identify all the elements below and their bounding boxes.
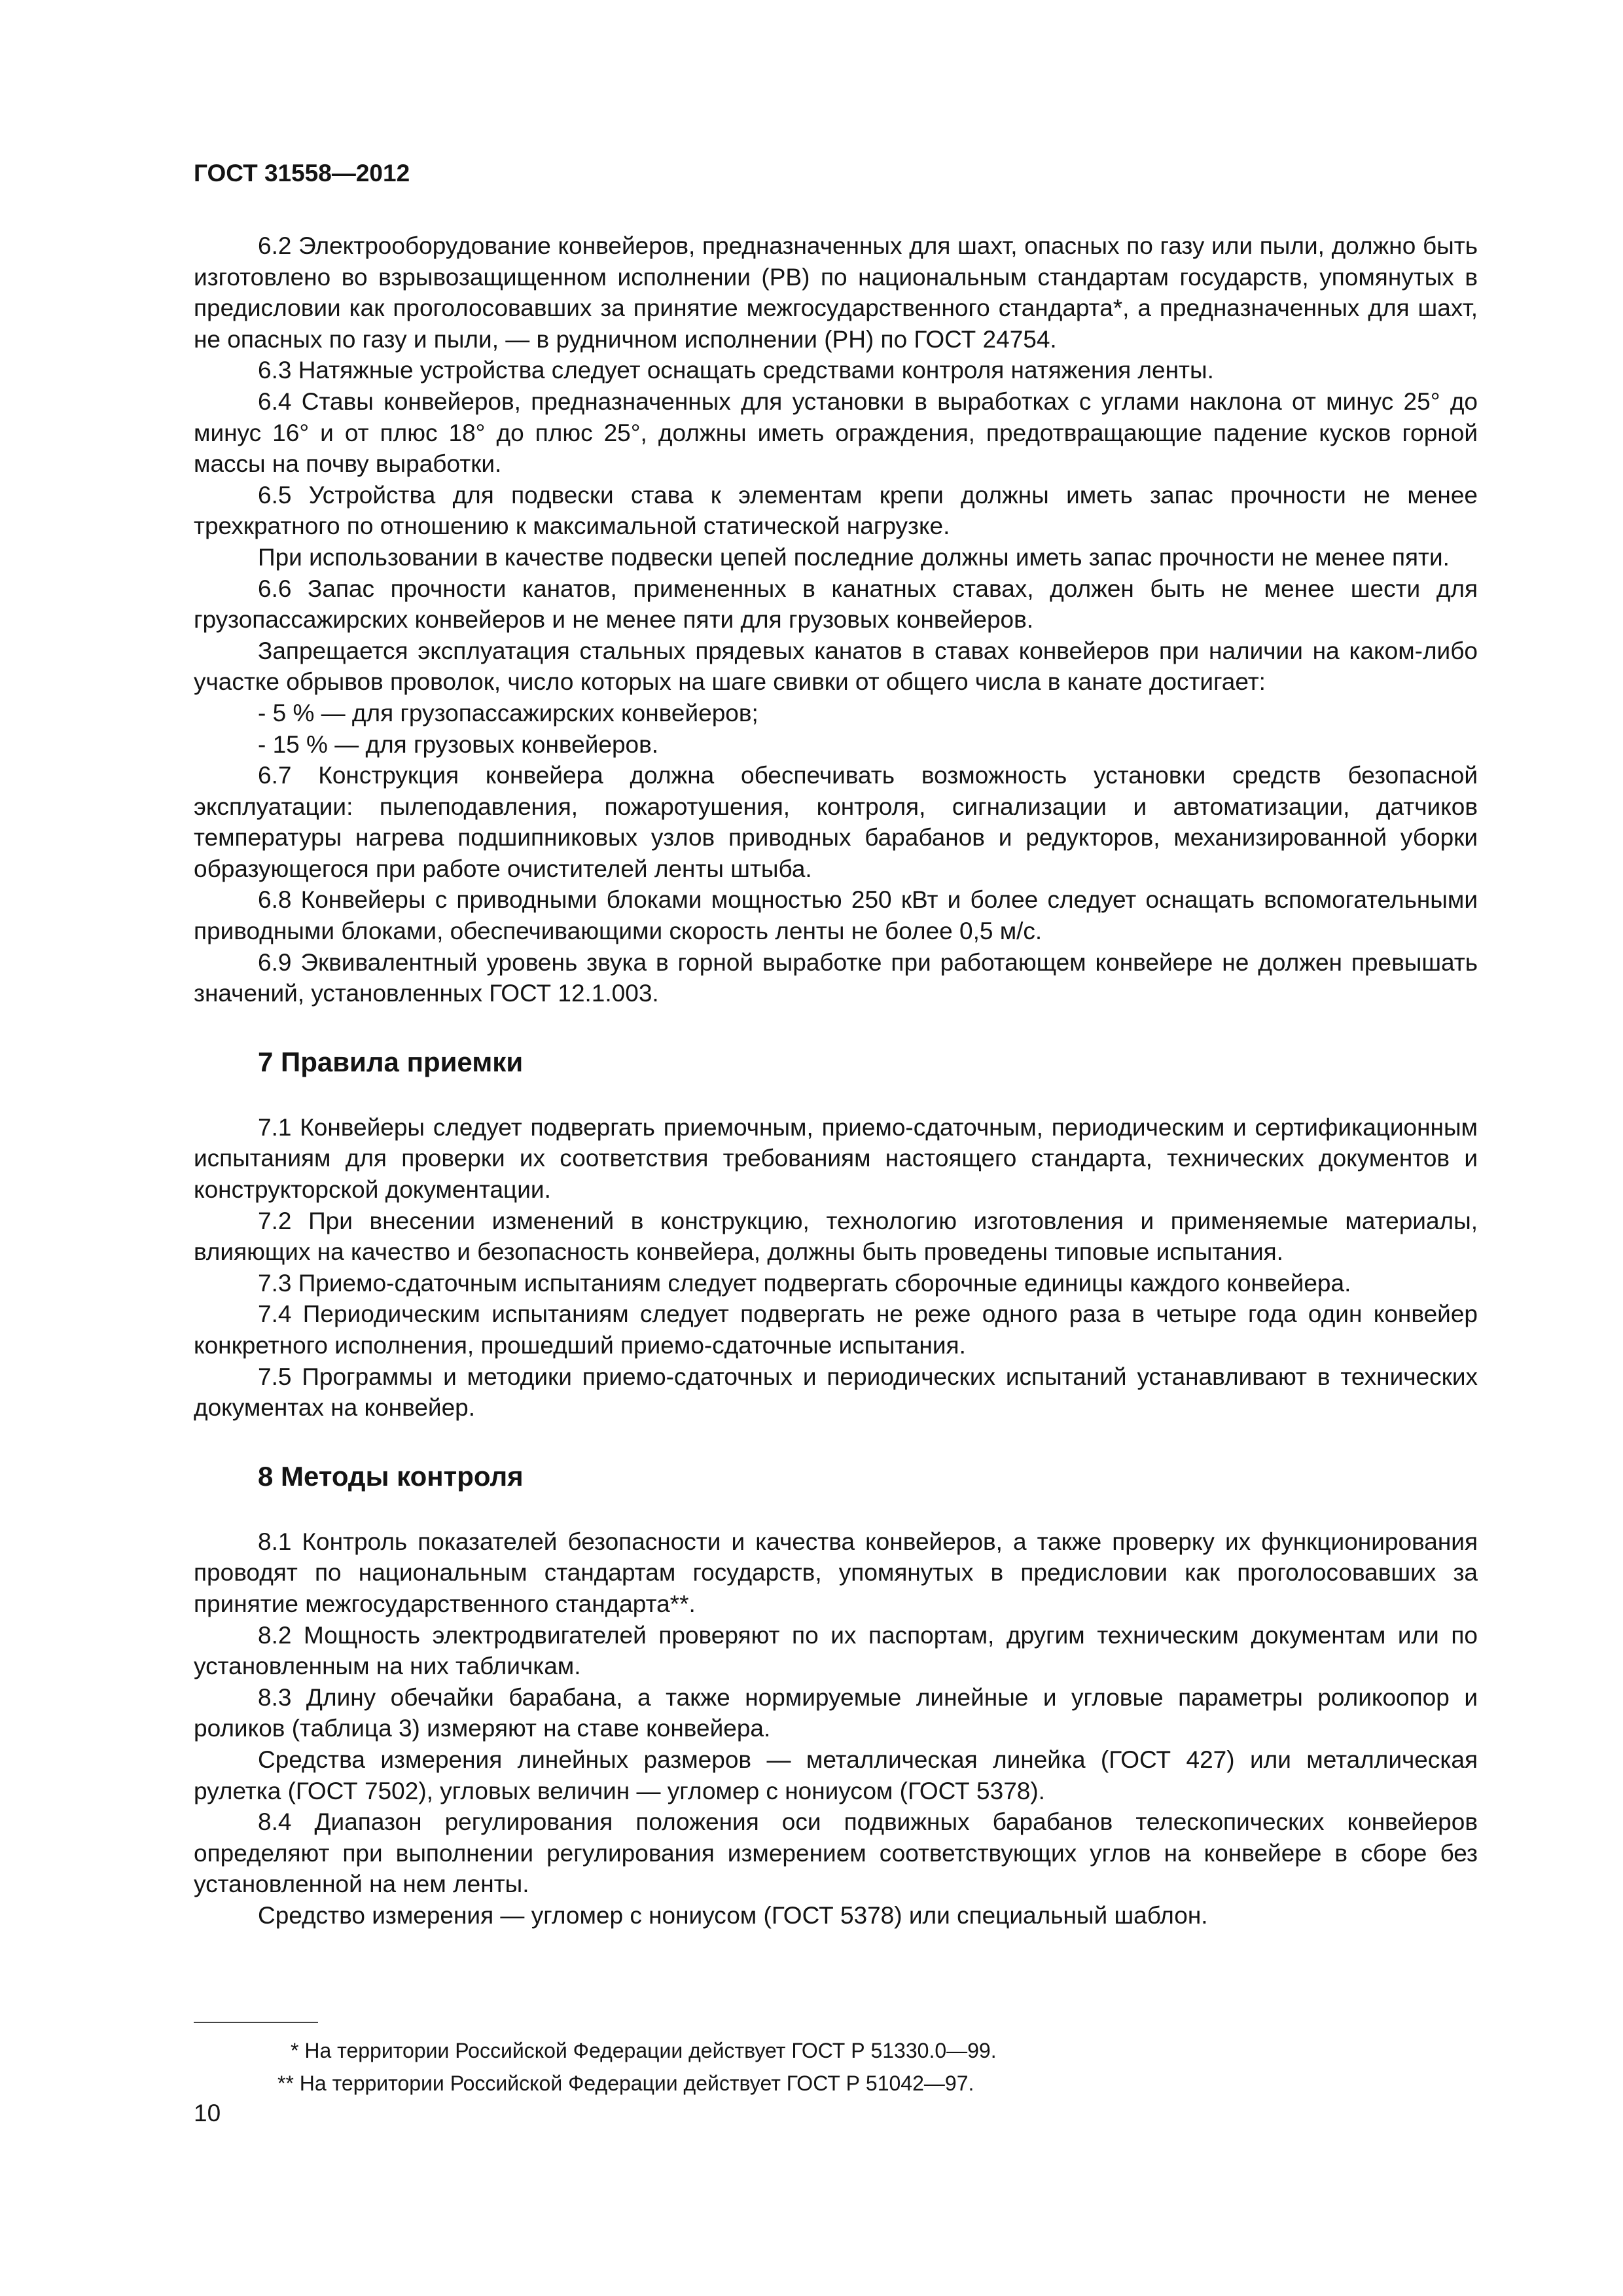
paragraph-8-4: 8.4 Диапазон регулирования положения оси подвижных барабанов телескопических конвейеров определяют при выполнении регулирования измерением соответствующих углов на конвейере в сборе без установленной на нем ленты. [194, 1808, 1478, 1898]
paragraph-6-6-prohibition: Запрещается эксплуатация стальных прядевых канатов в ставах конвейеров при наличии на каком-либо участке обрывов проволок, число которых на шаге свивки от общего числа в канате достигает: [194, 637, 1478, 696]
paragraph-6-9: 6.9 Эквивалентный уровень звука в горной выработке при работающем конвейере не должен превышать значений, установленных ГОСТ 12.1.003. [194, 948, 1478, 1007]
paragraph-6-4: 6.4 Ставы конвейеров, предназначенных для установки в выработках с углами наклона от минус 25° до минус 16° и от плюс 18° до плюс 25°, должны иметь ограждения, предотвращающие падение кусков горной массы на почву выработки. [194, 387, 1478, 478]
paragraph-6-2: 6.2 Электрооборудование конвейеров, предназначенных для шахт, опасных по газу или пыли, должно быть изготовлено во взрывозащищенном исполнении (РВ) по национальным стандартам государств, упомянутых в предисловии как проголосовавших за принятие межгосударственного стандарта*, а предназначенных для шахт, не опасных по газу и пыли, — в рудничном исполнении (РН) по ГОСТ 24754. [194, 232, 1478, 353]
section-8-heading: 8 Методы контроля [258, 1460, 524, 1492]
paragraph-6-5: 6.5 Устройства для подвески става к элементам крепи должны иметь запас прочности не менее трехкратного по отношению к максимальной статической нагрузке. [194, 481, 1478, 540]
footnote-1: * На территории Российской Федерации действует ГОСТ Р 51330.0—99. [291, 2039, 997, 2062]
paragraph-8-3-instruments: Средства измерения линейных размеров — металлическая линейка (ГОСТ 427) или металлическая рулетка (ГОСТ 7502), угловых величин — угломер с нониусом (ГОСТ 5378). [194, 1746, 1478, 1804]
paragraph-6-5-chains: При использовании в качестве подвески цепей последние должны иметь запас прочности не менее пяти. [258, 543, 1450, 571]
standard-header: ГОСТ 31558—2012 [194, 160, 410, 187]
paragraph-7-4: 7.4 Периодическим испытаниям следует подвергать не реже одного раза в четыре года один конвейер конкретного исполнения, прошедший приемо-сдаточные испытания. [194, 1300, 1478, 1359]
section-7 [194, 1112, 1478, 1424]
list-item-5-percent: - 5 % — для грузопассажирских конвейеров; [258, 699, 758, 726]
section-8 [194, 1526, 1478, 1931]
paragraph-7-1: 7.1 Конвейеры следует подвергать приемочным, приемо-сдаточным, периодическим и сертификационным испытаниям для проверки их соответствия требованиям настоящего стандарта, технических документов и конструкторской документации. [194, 1113, 1478, 1204]
paragraph-7-3: 7.3 Приемо-сдаточным испытаниям следует подвергать сборочные единицы каждого конвейера. [258, 1269, 1351, 1297]
paragraph-8-3: 8.3 Длину обечайки барабана, а также нормируемые линейные и угловые параметры роликоопор и роликов (таблица 3) измеряют на ставе конвейера. [194, 1683, 1478, 1742]
footnote-2: ** На территории Российской Федерации действует ГОСТ Р 51042—97. [277, 2072, 974, 2095]
footnotes [194, 2034, 1478, 2100]
paragraph-6-6: 6.6 Запас прочности канатов, примененных в канатных ставах, должен быть не менее шести для грузопассажирских конвейеров и не менее пяти для грузовых конвейеров. [194, 575, 1478, 634]
paragraph-6-3: 6.3 Натяжные устройства следует оснащать средствами контроля натяжения ленты. [258, 357, 1214, 384]
footnote-divider [194, 2022, 318, 2023]
paragraph-8-1: 8.1 Контроль показателей безопасности и качества конвейеров, а также проверку их функционирования проводят по национальным стандартам государств, упомянутых в предисловии как проголосовавших за принятие межгосударственного стандарта**. [194, 1528, 1478, 1617]
document-body [194, 230, 1478, 1931]
page-number: 10 [194, 2100, 221, 2126]
paragraph-6-7: 6.7 Конструкция конвейера должна обеспечивать возможность установки средств безопасной эксплуатации: пылеподавления, пожаротушения, контроля, сигнализации и автоматизации, датчиков температуры нагрева подшипниковых узлов приводных барабанов и редукторов, механизированной уборки образующегося при работе очистителей ленты штыба. [194, 762, 1478, 882]
section-6-continued [194, 230, 1478, 1009]
paragraph-8-2: 8.2 Мощность электродвигателей проверяют по их паспортам, другим техническим документам или по установленным на них табличкам. [194, 1621, 1478, 1680]
list-item-15-percent: - 15 % — для грузовых конвейеров. [258, 730, 659, 758]
paragraph-7-2: 7.2 При внесении изменений в конструкцию, технологию изготовления и применяемые материалы, влияющих на качество и безопасность конвейера, должны быть проведены типовые испытания. [194, 1207, 1478, 1266]
paragraph-8-4-instrument: Средство измерения — угломер с нониусом (ГОСТ 5378) или специальный шаблон. [258, 1901, 1208, 1929]
section-7-heading: 7 Правила приемки [258, 1046, 524, 1077]
paragraph-6-8: 6.8 Конвейеры с приводными блоками мощностью 250 кВт и более следует оснащать вспомогательными приводными блоками, обеспечивающими скорость ленты не более 0,5 м/с. [194, 886, 1478, 945]
paragraph-7-5: 7.5 Программы и методики приемо-сдаточных и периодических испытаний устанавливают в технических документах на конвейер. [194, 1363, 1478, 1422]
